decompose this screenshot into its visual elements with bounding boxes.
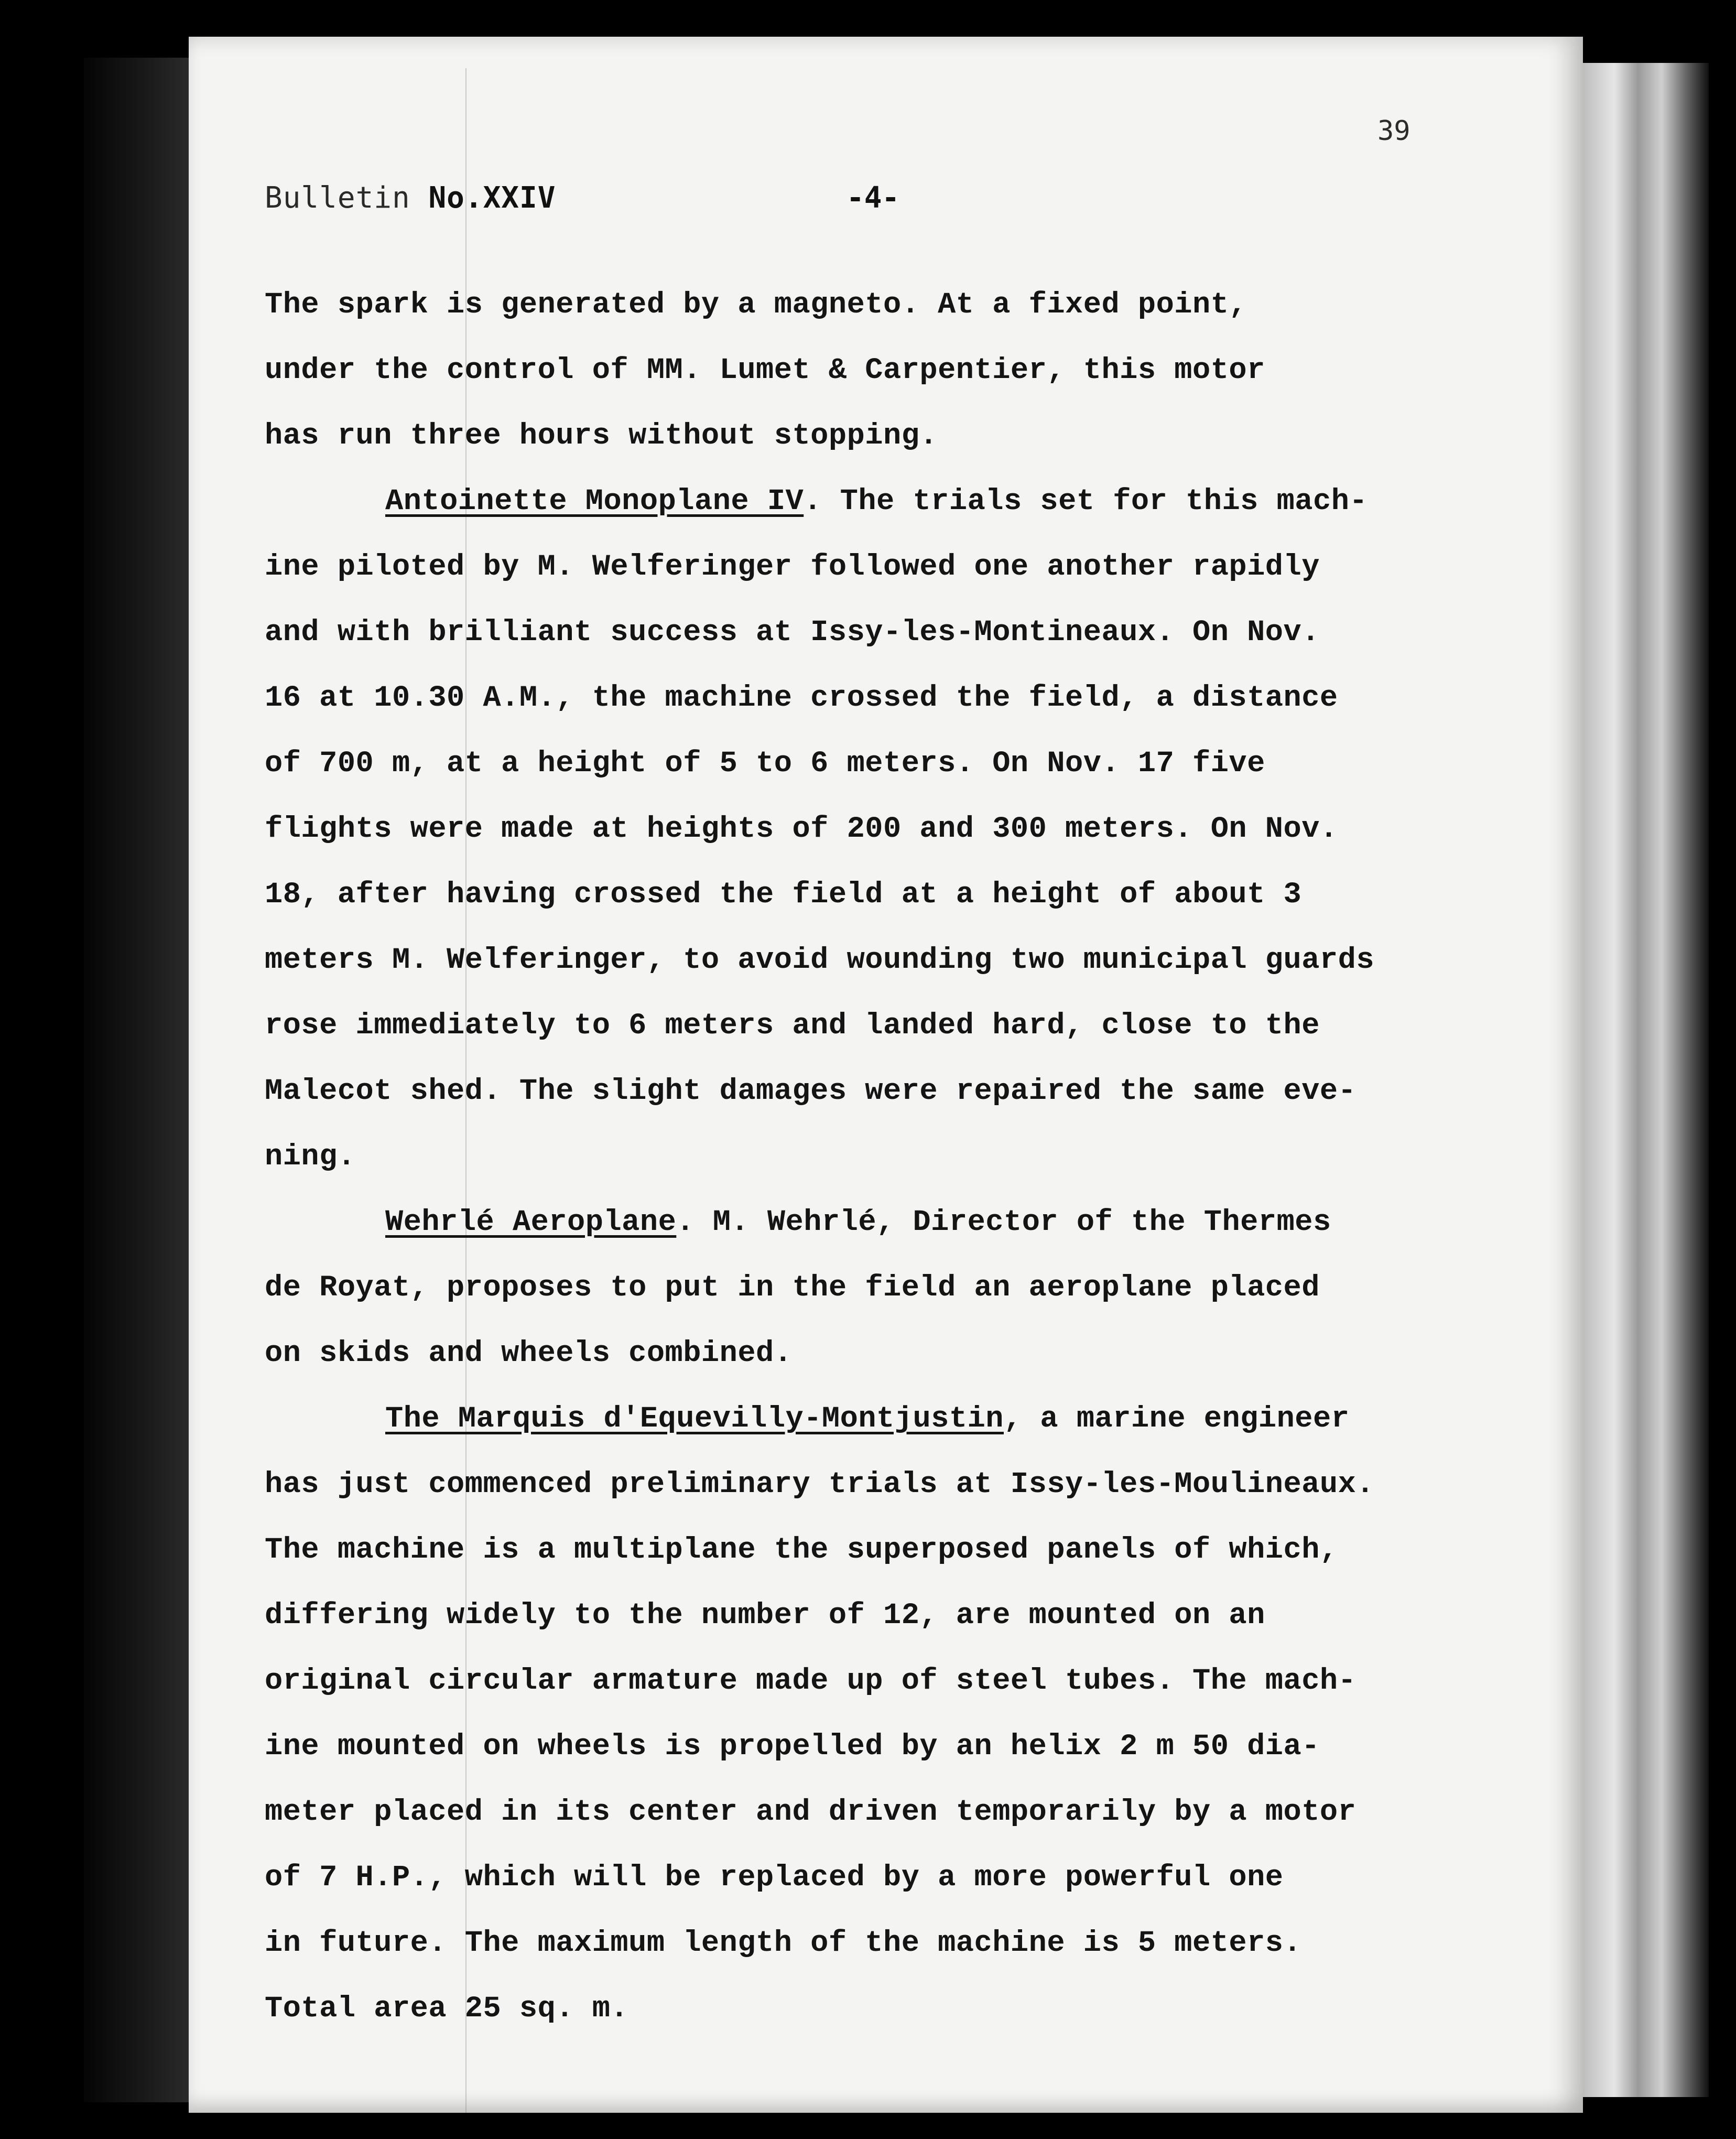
paragraph-2-line: and with brilliant success at Issy-les-Montineaux. On Nov. [265, 616, 1320, 650]
paragraph-2-line: Malecot shed. The slight damages were repaired the same eve- [265, 1075, 1357, 1108]
page-number: 39 [1377, 115, 1410, 147]
paragraph-2-line: 18, after having crossed the field at a height of about 3 [265, 878, 1302, 912]
paragraph-2-line: flights were made at heights of 200 and 300 meters. On Nov. [265, 813, 1338, 846]
paragraph-4-heading: The Marquis d'Equevilly-Montjustin [385, 1402, 1004, 1436]
paragraph-2-first-line-rest: . The trials set for this mach- [804, 485, 1368, 518]
paragraph-2-line: meters M. Welferinger, to avoid wounding two municipal guards [265, 944, 1375, 977]
paragraph-3-heading: Wehrlé Aeroplane [385, 1206, 677, 1239]
paragraph-4-line: of 7 H.P., which will be replaced by a more powerful one [265, 1861, 1284, 1895]
paragraph-4-line: meter placed in its center and driven temporarily by a motor [265, 1796, 1357, 1829]
paragraph-4-line: ine mounted on wheels is propelled by an helix 2 m 50 dia- [265, 1730, 1320, 1764]
paragraph-1-line-3: has run three hours without stopping. [265, 419, 938, 453]
page-marker: -4- [847, 181, 900, 215]
paragraph-4-first-line-rest: , a marine engineer [1004, 1402, 1350, 1436]
bulletin-number: No.XXIV [428, 181, 556, 215]
paragraph-4-line: original circular armature made up of steel tubes. The mach- [265, 1665, 1357, 1698]
paragraph-4-line: has just commenced preliminary trials at Issy-les-Moulineaux. [265, 1468, 1375, 1501]
paragraph-3-line: de Royat, proposes to put in the field an aeroplane placed [265, 1271, 1320, 1305]
paragraph-4-line: Total area 25 sq. m. [265, 1992, 629, 2026]
paragraph-2-line: rose immediately to 6 meters and landed hard, close to the [265, 1009, 1320, 1043]
body-text [265, 273, 1502, 2042]
paragraph-2-line: ine piloted by M. Welferinger followed one another rapidly [265, 550, 1320, 584]
paragraph-3-first-line [265, 1190, 1502, 1256]
paragraph-2-heading: Antoinette Monoplane IV [385, 485, 804, 518]
paragraph-4-line: in future. The maximum length of the machine is 5 meters. [265, 1927, 1302, 1960]
paragraph-4-first-line [265, 1387, 1502, 1452]
paragraph-3-first-line-rest: . M. Wehrlé, Director of the Thermes [676, 1206, 1331, 1239]
page-left-shadow [84, 58, 189, 2102]
bulletin-label: Bulletin [265, 181, 429, 215]
paragraph-2-line: ning. [265, 1140, 356, 1174]
bulletin-header [265, 181, 556, 215]
paragraph-2-line: of 700 m, at a height of 5 to 6 meters. On Nov. 17 five [265, 747, 1265, 781]
paragraph-2-first-line [265, 469, 1502, 535]
paragraph-2-line: 16 at 10.30 A.M., the machine crossed the field, a distance [265, 682, 1338, 715]
paragraph-4-line: The machine is a multiplane the superposed panels of which, [265, 1533, 1338, 1567]
paragraph-1-line-2: under the control of MM. Lumet & Carpentier, this motor [265, 354, 1265, 387]
paragraph-3-line: on skids and wheels combined. [265, 1337, 793, 1370]
paragraph-1-line-1: The spark is generated by a magneto. At a fixed point, [265, 288, 1247, 322]
paragraph-4-line: differing widely to the number of 12, are mounted on an [265, 1599, 1265, 1633]
